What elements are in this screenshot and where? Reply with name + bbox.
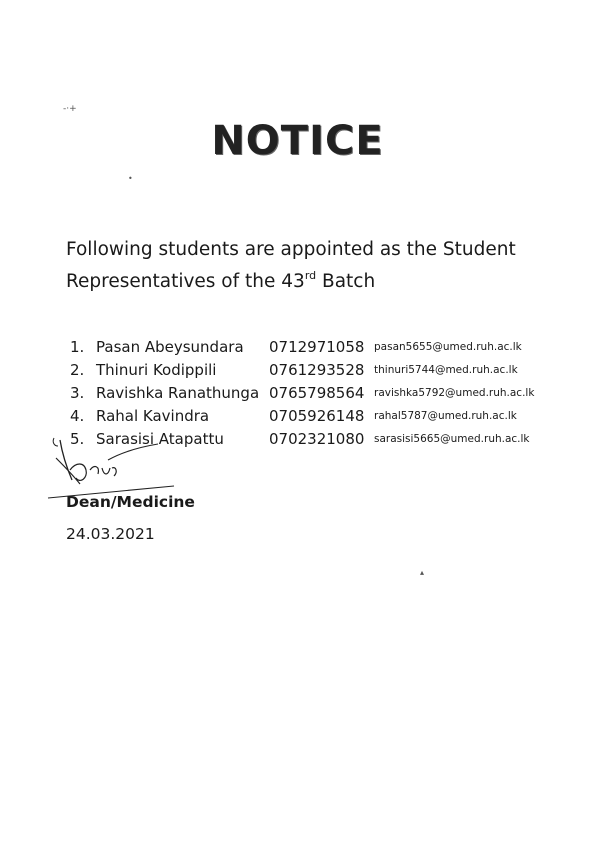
notice-title: NOTICE — [211, 118, 384, 164]
student-phone: 0705926148 — [269, 407, 365, 425]
scan-mark: ‐·+ — [63, 104, 77, 114]
scan-dot: • — [128, 174, 133, 183]
notice-intro — [66, 236, 566, 295]
student-list — [70, 336, 570, 451]
list-item — [70, 405, 570, 428]
list-item — [70, 336, 570, 359]
student-email: pasan5655@umed.ruh.ac.lk — [374, 341, 522, 353]
student-phone: 0761293528 — [269, 361, 365, 379]
student-phone: 0712971058 — [269, 338, 365, 356]
student-name: Thinuri Kodippili — [96, 361, 217, 379]
item-number: 4. — [70, 407, 85, 425]
intro-text-end: Batch — [316, 271, 376, 293]
student-email: thinuri5744@med.ruh.ac.lk — [374, 364, 518, 376]
signatory-designation: Dean/Medicine — [66, 493, 195, 511]
list-item — [70, 359, 570, 382]
notice-date: 24.03.2021 — [66, 525, 155, 543]
list-item — [70, 382, 570, 405]
student-name: Ravishka Ranathunga — [96, 384, 260, 402]
item-number: 2. — [70, 361, 85, 379]
item-number: 5. — [70, 430, 85, 448]
student-name: Sarasisi Atapattu — [96, 430, 224, 448]
intro-text: Following students are appointed as the Student Representatives of the 43 — [66, 239, 516, 293]
scan-dot: ▴ — [420, 568, 425, 577]
student-phone: 0765798564 — [269, 384, 365, 402]
item-number: 3. — [70, 384, 85, 402]
student-phone: 0702321080 — [269, 430, 365, 448]
student-email: sarasisi5665@umed.ruh.ac.lk — [374, 433, 530, 445]
student-name: Rahal Kavindra — [96, 407, 210, 425]
student-name: Pasan Abeysundara — [96, 338, 244, 356]
intro-ordinal-suffix: rd — [304, 269, 317, 282]
student-email: ravishka5792@umed.ruh.ac.lk — [374, 387, 535, 399]
item-number: 1. — [70, 338, 85, 356]
student-email: rahal5787@umed.ruh.ac.lk — [374, 410, 517, 422]
